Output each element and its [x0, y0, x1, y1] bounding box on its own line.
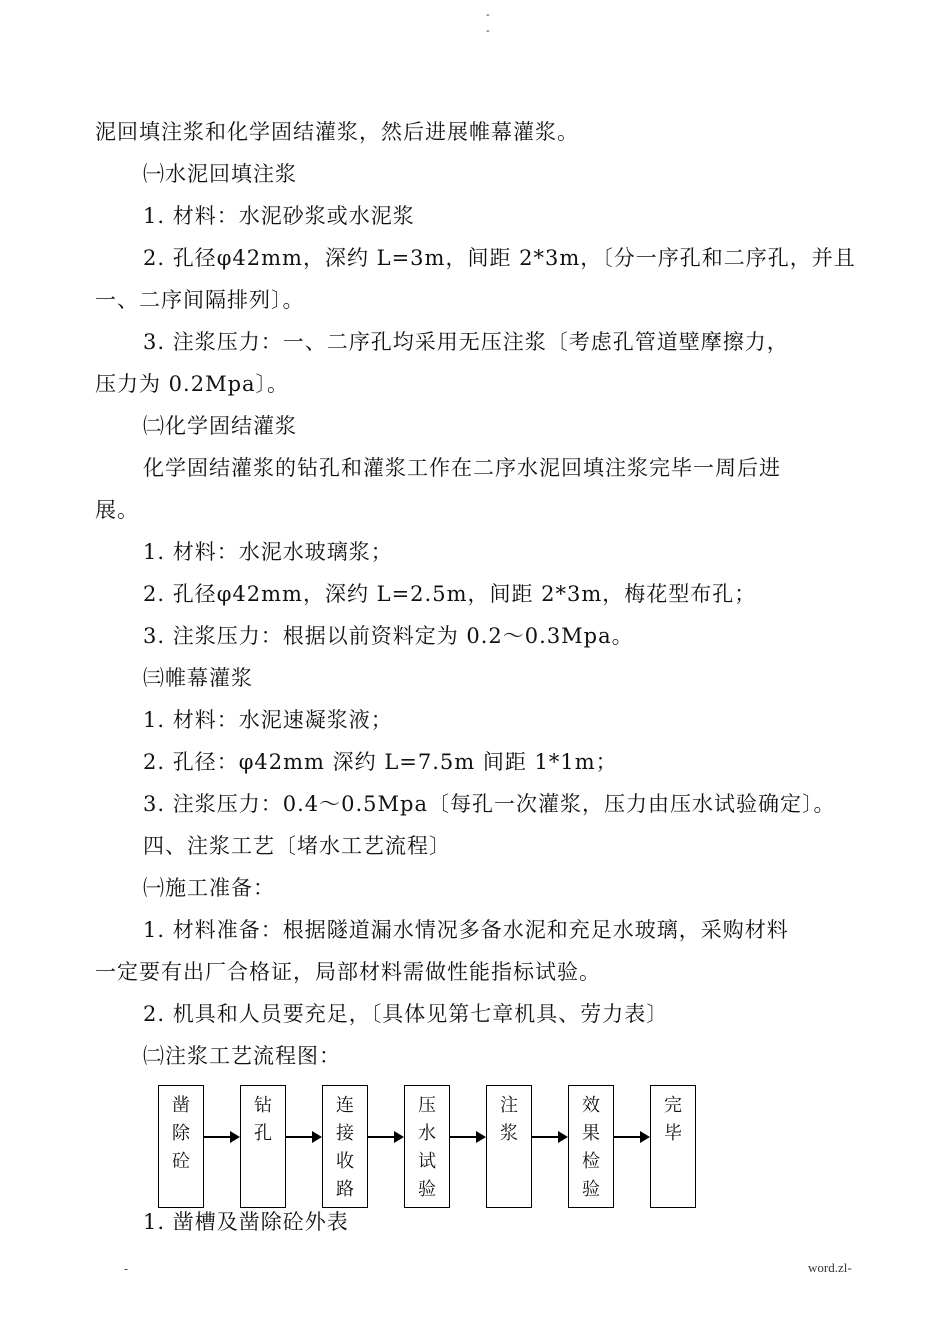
flow-arrow [204, 1136, 238, 1138]
flow-step-char: 凿 [172, 1095, 190, 1116]
flow-step-char: 果 [582, 1123, 600, 1144]
flow-step-char: 验 [418, 1179, 436, 1200]
footer-source: word.zl- [808, 1260, 852, 1275]
paragraph-line: ㈠水泥回填注浆 [143, 162, 297, 186]
flow-step-char: 连 [336, 1095, 354, 1116]
paragraph-line: ㈡注浆工艺流程图： [143, 1044, 341, 1068]
paragraph-line: 泥回填注浆和化学固结灌浆，然后进展帷幕灌浆。 [95, 120, 579, 144]
flow-step-char: 孔 [254, 1123, 272, 1144]
paragraph-line: 1. 材料：水泥速凝浆液； [143, 708, 393, 732]
paragraph-line: 1. 材料：水泥水玻璃浆； [143, 540, 393, 564]
flow-step-char: 注 [500, 1095, 518, 1116]
flow-arrow [450, 1136, 484, 1138]
paragraph-line: 1. 凿槽及凿除砼外表 [143, 1210, 349, 1234]
flow-step-char: 验 [582, 1179, 600, 1200]
paragraph-line: 3. 注浆压力：根据以前资料定为 0.2～0.3Mpa。 [143, 624, 634, 648]
paragraph-line: 1. 材料：水泥砂浆或水泥浆 [143, 204, 415, 228]
flow-step-char: 完 [664, 1095, 682, 1116]
flow-step-box [322, 1085, 368, 1208]
flow-arrow [368, 1136, 402, 1138]
flow-step-box [568, 1085, 614, 1208]
flow-step-box [158, 1085, 204, 1208]
paragraph-line: 3. 注浆压力：一、二序孔均采用无压注浆〔考虑孔管道壁摩擦力， [143, 330, 789, 354]
footer-mark: - [124, 1262, 129, 1276]
flow-arrow [286, 1136, 320, 1138]
flow-step-char: 路 [336, 1179, 354, 1200]
paragraph-line: 3. 注浆压力：0.4～0.5Mpa〔每孔一次灌浆，压力由压水试验确定〕。 [143, 792, 836, 816]
flow-step-char: 钻 [254, 1095, 272, 1116]
paragraph-line: ㈠施工准备： [143, 876, 275, 900]
flow-step-char: 砼 [172, 1151, 190, 1172]
paragraph-line: 2. 孔径φ42mm，深约 L=3m，间距 2*3m，〔分一序孔和二序孔，并且 [143, 246, 856, 270]
paragraph-line: 压力为 0.2Mpa〕。 [95, 372, 290, 396]
paragraph-line: 2. 孔径：φ42mm 深约 L=7.5m 间距 1*1m； [143, 750, 618, 774]
paragraph-line: 一定要有出厂合格证，局部材料需做性能指标试验。 [95, 960, 601, 984]
header-mark-bottom: - [486, 24, 490, 37]
flow-step-char: 效 [582, 1095, 600, 1116]
flow-step-char: 检 [582, 1151, 600, 1172]
flow-arrow [614, 1136, 648, 1138]
flow-step-char: 水 [418, 1123, 436, 1144]
flow-step-char: 压 [418, 1095, 436, 1116]
paragraph-line: 2. 孔径φ42mm，深约 L=2.5m，间距 2*3m，梅花型布孔； [143, 582, 757, 606]
paragraph-line: ㈡化学固结灌浆 [143, 414, 297, 438]
paragraph-line: 2. 机具和人员要充足，〔具体见第七章机具、劳力表〕 [143, 1002, 669, 1026]
flow-step-box [240, 1085, 286, 1208]
flow-arrow [532, 1136, 566, 1138]
flow-step-char: 浆 [500, 1123, 518, 1144]
paragraph-line: 一、二序间隔排列〕。 [95, 288, 305, 312]
paragraph-line: 1. 材料准备：根据隧道漏水情况多备水泥和充足水玻璃，采购材料 [143, 918, 789, 942]
paragraph-line: 展。 [95, 498, 139, 522]
flow-step-box [650, 1085, 696, 1208]
paragraph-line: 四、注浆工艺〔堵水工艺流程〕 [143, 834, 451, 858]
paragraph-line: 化学固结灌浆的钻孔和灌浆工作在二序水泥回填注浆完毕一周后进 [143, 456, 781, 480]
flow-step-char: 接 [336, 1123, 354, 1144]
flow-step-box [486, 1085, 532, 1208]
flow-step-box [404, 1085, 450, 1208]
flow-step-char: 试 [418, 1151, 436, 1172]
header-mark-top: - [486, 8, 490, 21]
paragraph-line: ㈢帷幕灌浆 [143, 666, 253, 690]
flow-step-char: 毕 [664, 1123, 682, 1144]
flow-step-char: 收 [336, 1151, 354, 1172]
flow-step-char: 除 [172, 1123, 190, 1144]
